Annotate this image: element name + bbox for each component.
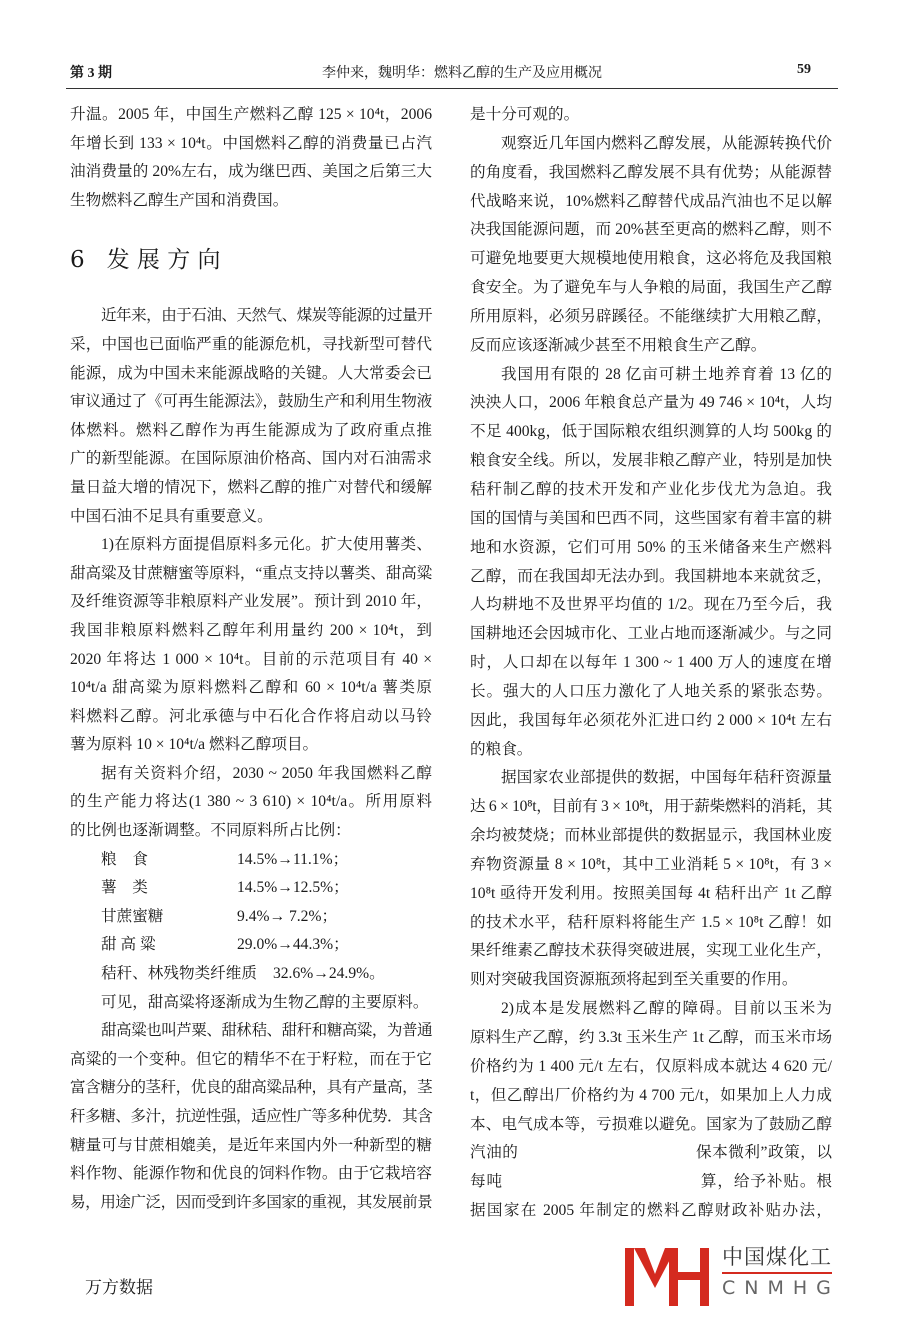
text-line: 的角度看，我国燃料乙醇发展不具有优势；从能源替 — [470, 163, 832, 181]
text-line: 易，用途广泛，因而受到许多国家的重视，其发展前景 — [70, 1193, 433, 1211]
text-line: 达 6 × 10⁸t，目前有 3 × 10⁸t，用于薪柴燃料的消耗，其 — [470, 798, 832, 816]
text-line: 秆多糖、多汁，抗逆性强，适应性广等多种优势．其含 — [70, 1108, 433, 1125]
text-line: 不足 400kg，低于国际粮农组织测算的人均 500kg 的 — [470, 423, 832, 441]
text-line: 每吨 算，给予补贴。根 — [470, 1173, 832, 1191]
text-line: 决我国能源问题，而 20%甚至更高的燃料乙醇，则不 — [470, 221, 832, 239]
text-line: t，但乙醇出厂价格约为 4 700 元/t，如果加上人力成 — [470, 1086, 832, 1104]
text-line: 据国家在 2005 年制定的燃料乙醇财政补贴办法， — [470, 1202, 832, 1220]
text-line: 据有关资料介绍，2030 ~ 2050 年我国燃料乙醇 — [101, 764, 432, 782]
text-line: 1)在原料方面提倡原料多元化。扩大使用薯类、 — [101, 536, 432, 554]
page-number: 59 — [797, 62, 811, 77]
feedstock-ratio: 29.0%→44.3%； — [237, 936, 349, 954]
text-line: 据国家农业部提供的数据，中国每年秸秆资源量 — [501, 769, 832, 787]
text-line: 升温。2005 年，中国生产燃料乙醇 125 × 10⁴t，2006 — [70, 106, 432, 123]
text-line: 反而应该逐渐减少甚至不用粮食生产乙醇。 — [470, 336, 767, 354]
watermark-name-cn: 中国煤化工 — [722, 1245, 832, 1269]
list-item — [70, 903, 432, 932]
paragraph — [470, 361, 832, 765]
paragraph — [470, 130, 832, 361]
text-line: 原料生产乙醇，约 3.3t 玉米生产 1t 乙醇，而玉米市场 — [470, 1029, 832, 1046]
feedstock-ratio-list — [70, 846, 432, 989]
text-line: 近年来，由于石油、天然气、煤炭等能源的过量开 — [101, 307, 432, 325]
text-line: 及纤维资源等非粮原料产业发展”。预计到 2010 年， — [70, 593, 432, 611]
text-line: 料燃料乙醇。河北承德与中石化合作将启动以马铃 — [70, 707, 432, 725]
section-heading: 6 发 展 方 向 — [70, 247, 221, 274]
text-line: 是十分可观的。 — [470, 106, 580, 123]
footer-source: 万方数据 — [85, 1278, 153, 1298]
text-line: 我国非粮原料燃料乙醇年利用量约 200 × 10⁴t，到 — [70, 621, 432, 639]
watermark-logo — [625, 1244, 840, 1306]
paragraph — [470, 101, 832, 130]
text-line: 采，中国也已面临严重的能源危机，寻找新型可替代 — [70, 335, 432, 353]
text-line: 审议通过了《可再生能源法》，鼓励生产和利用生物液 — [70, 393, 432, 411]
text-line: 的技术水平，秸秆原料将能生产 1.5 × 10⁸t 乙醇！如 — [470, 913, 832, 931]
right-column — [470, 101, 832, 1226]
feedstock-label: 薯 类 — [101, 879, 148, 897]
text-line: 中国石油不足具有重要意义。 — [70, 507, 273, 525]
paragraph — [70, 760, 432, 846]
text-line: 时，人口却在以每年 1 300 ~ 1 400 万人的速度在增 — [470, 654, 832, 672]
feedstock-ratio: 14.5%→12.5%； — [237, 879, 349, 897]
feedstock-ratio: 14.5%→11.1%； — [237, 850, 349, 868]
paragraph — [470, 995, 832, 1226]
text-line: 年增长到 133 × 10⁴t。中国燃料乙醇的消费量已占汽 — [70, 134, 432, 152]
text-line: 国的国情与美国和巴西不同，这些国家有着丰富的耕 — [470, 509, 832, 527]
text-line: 甜高粱也叫芦粟、甜秫秸、甜秆和糖高粱，为普通 — [101, 1022, 432, 1040]
text-line: 富含糖分的茎秆，优良的甜高粱品种，具有产量高，茎 — [70, 1079, 433, 1097]
cnmhg-logo-icon — [625, 1244, 715, 1306]
text-line: 量日益大增的情况下，燃料乙醇的推广对替代和缓解 — [70, 478, 432, 496]
text-line: 10⁴t/a 甜高粱为原料燃料乙醇和 60 × 10⁴t/a 薯类原 — [70, 679, 432, 697]
text-line: 食安全。为了避免车与人争粮的局面，我国生产乙醇 — [470, 279, 832, 297]
text-line: 的粮食。 — [470, 740, 533, 758]
text-line: 10⁸t 亟待开发利用。按照美国每 4t 秸秆出产 1t 乙醇 — [470, 884, 832, 902]
text-line: 泱泱人口，2006 年粮食总产量为 49 746 × 10⁴t，人均 — [470, 394, 832, 412]
paragraph — [70, 531, 432, 760]
list-item — [70, 874, 432, 903]
text-line: 本、电气成本等，亏损难以避免。国家为了鼓励乙醇 — [470, 1115, 832, 1133]
paragraph — [70, 1017, 432, 1217]
text-line: 则对突破我国资源瓶颈将起到至关重要的作用。 — [470, 971, 798, 989]
feedstock-label: 粮 食 — [101, 850, 148, 868]
text-line: 高粱的一个变种。但它的精华不在于籽粒，而在于它 — [70, 1050, 432, 1068]
text-line: 体燃料。燃料乙醇作为再生能源成为了政府重点推 — [70, 421, 432, 439]
feedstock-ratio: 9.4%→ 7.2%； — [237, 907, 338, 925]
feedstock-label: 甜 高 粱 — [101, 936, 156, 954]
left-column — [70, 101, 432, 1217]
text-line: 2)成本是发展燃料乙醇的障碍。目前以玉米为 — [501, 1000, 832, 1018]
paragraph — [70, 101, 432, 215]
text-line: 人均耕地不及世界平均值的 1/2。现在乃至今后，我 — [470, 596, 832, 614]
paragraph — [70, 989, 432, 1018]
text-line: 因此，我国每年必须花外汇进口约 2 000 × 10⁴t 左右 — [470, 711, 832, 729]
issue-number: 第 3 期 — [70, 66, 112, 81]
text-line: 的比例也逐渐调整。不同原料所占比例： — [70, 822, 351, 840]
running-title: 李仲来，魏明华：燃料乙醇的生产及应用概况 — [322, 66, 602, 81]
text-line: 油消费量的 20%左右，成为继巴西、美国之后第三大 — [70, 163, 432, 181]
text-line: 我国用有限的 28 亿亩可耕土地养育着 13 亿的 — [501, 365, 832, 383]
text-line: 乙醇，而在我国却无法办到。我国耕地本来就贫乏， — [470, 567, 832, 585]
text-line: 地和水资源，它们可用 50% 的玉米储备来生产燃料 — [470, 538, 832, 556]
text-line: 长。强大的人口压力激化了人地关系的紧张态势。 — [470, 682, 832, 700]
text-line: 粮食安全线。所以，发展非粮乙醇产业，特别是加快 — [470, 452, 832, 470]
header-rule — [66, 88, 838, 89]
text-line: 弃物资源量 8 × 10⁸t，其中工业消耗 5 × 10⁸t，有 3 × — [470, 855, 832, 873]
text-line: 价格约为 1 400 元/t 左右，仅原料成本就达 4 620 元/ — [470, 1057, 832, 1075]
paragraph — [470, 764, 832, 995]
text-line: 2020 年将达 1 000 × 10⁴t。目前的示范项目有 40 × — [70, 650, 432, 668]
text-line: 果纤维素乙醇技术获得突破进展，实现工业化生产， — [470, 942, 832, 960]
feedstock-label: 秸秆、林残物类纤维质 — [101, 965, 257, 983]
text-line: 可避免地要更大规模地使用粮食，这必将危及我国粮 — [470, 250, 832, 268]
watermark-name-en: CNMHG — [722, 1277, 840, 1299]
feedstock-ratio: 32.6%→24.9%。 — [272, 965, 385, 983]
text-line: 可见，甜高粱将逐渐成为生物乙醇的主要原料。 — [101, 993, 429, 1011]
text-line: 余均被焚烧；而林业部提供的数据显示，我国林业废 — [470, 827, 832, 845]
text-line: 国耕地还会因城市化、工业占地而逐渐减少。与之同 — [470, 625, 832, 643]
text-line: 的生产能力将达(1 380 ~ 3 610) × 10⁴t/a。所用原料 — [70, 793, 432, 811]
text-line: 所用原料，必须另辟蹊径。不能继续扩大用粮乙醇， — [470, 307, 832, 325]
feedstock-label: 甘蔗蜜糖 — [101, 907, 164, 925]
text-line: 生物燃料乙醇生产国和消费国。 — [70, 191, 289, 209]
text-line: 料作物、能源作物和优良的饲料作物。由于它栽培容 — [70, 1165, 432, 1183]
list-item — [70, 960, 432, 989]
watermark-underline — [722, 1272, 832, 1274]
list-item — [70, 846, 432, 875]
paragraph — [70, 302, 432, 531]
text-line: 甜高粱及甘蔗糖蜜等原料，“重点支持以薯类、甜高粱 — [70, 564, 432, 582]
text-line: 观察近几年国内燃料乙醇发展，从能源转换代价 — [501, 134, 832, 152]
text-line: 广的新型能源。在国际原油价格高、国内对石油需求 — [70, 450, 432, 468]
list-item — [70, 931, 432, 960]
text-line: 汽油的 保本微利”政策，以 — [470, 1144, 832, 1162]
text-line: 能源，成为中国未来能源战略的关键。人大常委会已 — [70, 364, 432, 382]
text-line: 糖量可与甘蔗相媲美，是近年来国内外一种新型的糖 — [70, 1136, 432, 1154]
text-line: 代战略来说，10%燃料乙醇替代成品汽油也不足以解 — [470, 192, 832, 210]
text-line: 薯为原料 10 × 10⁴t/a 燃料乙醇项目。 — [70, 736, 319, 754]
text-line: 秸秆制乙醇的技术开发和产业化步伐尤为急迫。我 — [470, 480, 832, 498]
